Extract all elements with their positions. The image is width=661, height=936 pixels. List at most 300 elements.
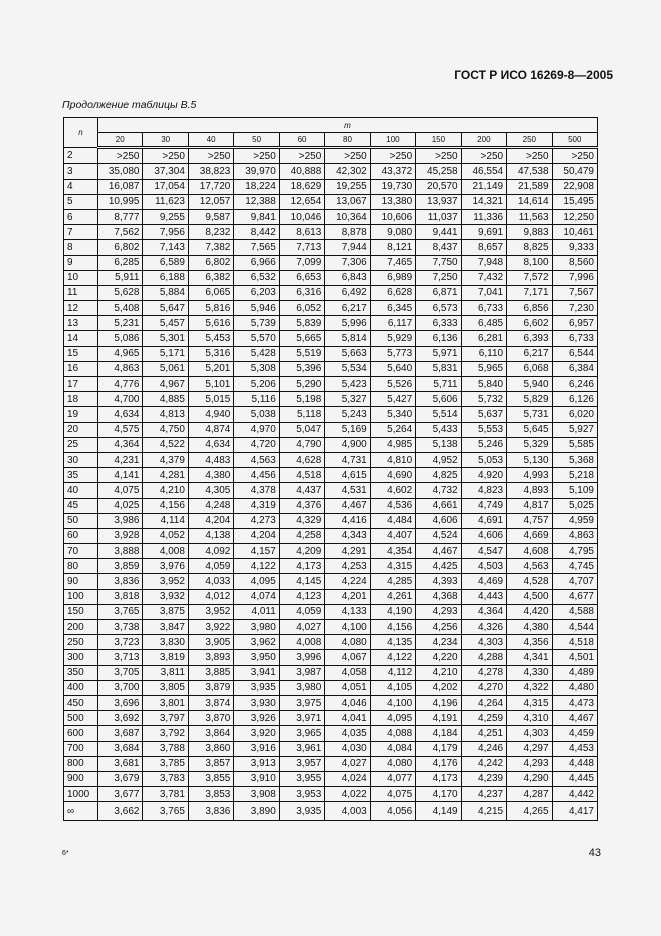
table-cell: 3,785 <box>143 756 188 771</box>
row-label-n: 11 <box>64 285 98 300</box>
table-cell: 4,256 <box>416 620 461 635</box>
table-cell: 3,980 <box>234 620 279 635</box>
row-label-n: 600 <box>64 726 98 741</box>
table-cell: 4,380 <box>188 468 233 483</box>
table-cell: 5,731 <box>507 407 552 422</box>
table-cell: 3,853 <box>188 787 233 802</box>
table-cell: 4,691 <box>461 513 506 528</box>
table-cell: 6,384 <box>552 361 597 376</box>
table-cell: 4,288 <box>461 650 506 665</box>
table-cell: 8,825 <box>507 240 552 255</box>
row-label-n: 90 <box>64 574 98 589</box>
table-cell: >250 <box>188 148 233 164</box>
table-cell: 5,396 <box>279 361 324 376</box>
table-cell: 6,544 <box>552 346 597 361</box>
table-cell: 4,563 <box>507 559 552 574</box>
table-cell: 7,572 <box>507 270 552 285</box>
table-cell: 4,215 <box>461 802 506 821</box>
row-label-n: 7 <box>64 225 98 240</box>
table-cell: 5,138 <box>416 437 461 452</box>
table-row <box>64 316 598 331</box>
table-cell: 4,501 <box>552 650 597 665</box>
table-cell: 5,428 <box>234 346 279 361</box>
table-cell: 42,302 <box>325 164 370 179</box>
table-cell: 3,986 <box>98 513 143 528</box>
table-cell: >250 <box>234 148 279 164</box>
table-cell: 3,713 <box>98 650 143 665</box>
table-cell: 4,368 <box>416 589 461 604</box>
table-cell: 3,696 <box>98 695 143 710</box>
table-cell: 4,035 <box>325 726 370 741</box>
table-row <box>64 680 598 695</box>
table-cell: 4,669 <box>507 528 552 543</box>
table-row <box>64 361 598 376</box>
table-cell: >250 <box>279 148 324 164</box>
table-cell: 18,629 <box>279 179 324 194</box>
table-cell: 3,975 <box>279 695 324 710</box>
table-cell: 5,206 <box>234 377 279 392</box>
table-cell: 4,518 <box>552 635 597 650</box>
table-cell: 5,329 <box>507 437 552 452</box>
table-cell: 3,857 <box>188 756 233 771</box>
table-cell: 4,732 <box>416 483 461 498</box>
column-header-m: 200 <box>461 133 506 148</box>
table-cell: 5,927 <box>552 422 597 437</box>
table-cell: 6,843 <box>325 270 370 285</box>
table-cell: 4,080 <box>370 756 415 771</box>
table-row <box>64 711 598 726</box>
table-cell: 4,959 <box>552 513 597 528</box>
table-cell: 6,532 <box>234 270 279 285</box>
table-cell: 4,690 <box>370 468 415 483</box>
table-cell: 4,138 <box>188 528 233 543</box>
table-cell: 4,967 <box>143 377 188 392</box>
table-cell: 6,217 <box>325 301 370 316</box>
table-cell: 5,606 <box>416 392 461 407</box>
table-cell: 4,326 <box>461 620 506 635</box>
row-label-n: 6 <box>64 209 98 224</box>
table-cell: 4,453 <box>552 741 597 756</box>
table-cell: 4,224 <box>325 574 370 589</box>
table-cell: 3,952 <box>143 574 188 589</box>
row-label-n: 12 <box>64 301 98 316</box>
table-cell: 9,587 <box>188 209 233 224</box>
table-cell: 13,937 <box>416 194 461 209</box>
table-cell: 8,777 <box>98 209 143 224</box>
table-cell: 6,802 <box>98 240 143 255</box>
table-cell: 5,839 <box>279 316 324 331</box>
table-cell: 7,432 <box>461 270 506 285</box>
table-cell: 5,086 <box>98 331 143 346</box>
table-cell: 4,503 <box>461 559 506 574</box>
table-cell: 4,364 <box>461 604 506 619</box>
table-cell: 4,251 <box>461 726 506 741</box>
table-cell: 5,408 <box>98 301 143 316</box>
table-cell: 7,171 <box>507 285 552 300</box>
table-cell: 4,281 <box>143 468 188 483</box>
table-cell: 8,657 <box>461 240 506 255</box>
table-cell: 5,519 <box>279 346 324 361</box>
table-cell: 4,823 <box>461 483 506 498</box>
table-cell: 4,425 <box>416 559 461 574</box>
table-cell: 6,217 <box>507 346 552 361</box>
table-cell: 9,883 <box>507 225 552 240</box>
table-cell: 4,524 <box>416 528 461 543</box>
table-cell: 5,637 <box>461 407 506 422</box>
table-cell: 3,677 <box>98 787 143 802</box>
table-row <box>64 771 598 786</box>
table-cell: 3,987 <box>279 665 324 680</box>
table-cell: 4,027 <box>325 756 370 771</box>
table-cell: 5,514 <box>416 407 461 422</box>
table-cell: 4,563 <box>234 452 279 467</box>
table-cell: 4,056 <box>370 802 415 821</box>
table-cell: 5,340 <box>370 407 415 422</box>
table-cell: 7,250 <box>416 270 461 285</box>
table-body <box>64 148 598 821</box>
table-cell: 4,258 <box>279 528 324 543</box>
table-cell: 4,237 <box>461 787 506 802</box>
table-cell: 6,281 <box>461 331 506 346</box>
table-cell: 37,304 <box>143 164 188 179</box>
table-row <box>64 392 598 407</box>
table-cell: 3,888 <box>98 544 143 559</box>
row-label-n: 5 <box>64 194 98 209</box>
table-row <box>64 240 598 255</box>
table-cell: 4,075 <box>98 483 143 498</box>
table-cell: 4,380 <box>507 620 552 635</box>
table-row <box>64 285 598 300</box>
table-cell: 3,916 <box>234 741 279 756</box>
table-cell: 5,264 <box>370 422 415 437</box>
table-cell: 4,123 <box>279 589 324 604</box>
table-cell: 4,248 <box>188 498 233 513</box>
table-cell: 4,122 <box>234 559 279 574</box>
row-label-n: 450 <box>64 695 98 710</box>
table-cell: 4,239 <box>461 771 506 786</box>
table-cell: 4,354 <box>370 544 415 559</box>
table-cell: 4,278 <box>461 665 506 680</box>
table-cell: 39,970 <box>234 164 279 179</box>
table-cell: 21,589 <box>507 179 552 194</box>
row-label-n: 14 <box>64 331 98 346</box>
table-cell: 4,749 <box>461 498 506 513</box>
table-cell: >250 <box>552 148 597 164</box>
table-cell: 5,025 <box>552 498 597 513</box>
table-cell: 4,058 <box>325 665 370 680</box>
table-cell: 4,467 <box>325 498 370 513</box>
table-cell: 8,437 <box>416 240 461 255</box>
table-cell: 4,246 <box>461 741 506 756</box>
table-cell: 4,297 <box>507 741 552 756</box>
table-cell: 3,801 <box>143 695 188 710</box>
table-cell: 13,380 <box>370 194 415 209</box>
table-cell: 3,700 <box>98 680 143 695</box>
row-label-n: 40 <box>64 483 98 498</box>
document-code: ГОСТ Р ИСО 16269-8—2005 <box>454 68 613 82</box>
table-cell: 5,946 <box>234 301 279 316</box>
table-cell: 12,388 <box>234 194 279 209</box>
table-cell: 9,691 <box>461 225 506 240</box>
table-cell: 4,075 <box>370 787 415 802</box>
table-row <box>64 209 598 224</box>
table-cell: 6,285 <box>98 255 143 270</box>
table-cell: 4,750 <box>143 422 188 437</box>
table-cell: 5,308 <box>234 361 279 376</box>
table-row <box>64 528 598 543</box>
table-cell: 7,750 <box>416 255 461 270</box>
table-cell: 6,203 <box>234 285 279 300</box>
sheet-mark: 6* <box>62 850 69 857</box>
table-cell: 4,157 <box>234 544 279 559</box>
table-cell: 7,562 <box>98 225 143 240</box>
table-cell: 4,145 <box>279 574 324 589</box>
table-cell: 3,679 <box>98 771 143 786</box>
table-cell: 4,092 <box>188 544 233 559</box>
table-cell: 7,956 <box>143 225 188 240</box>
table-cell: 7,948 <box>461 255 506 270</box>
table-cell: 4,608 <box>507 544 552 559</box>
table-cell: 11,336 <box>461 209 506 224</box>
table-cell: 4,356 <box>507 635 552 650</box>
table-cell: >250 <box>98 148 143 164</box>
table-cell: 4,191 <box>416 711 461 726</box>
table-cell: 4,518 <box>279 468 324 483</box>
table-cell: 4,204 <box>234 528 279 543</box>
table-cell: 3,980 <box>279 680 324 695</box>
table-cell: 3,859 <box>98 559 143 574</box>
table-row <box>64 194 598 209</box>
table-cell: 5,101 <box>188 377 233 392</box>
table-cell: 6,333 <box>416 316 461 331</box>
table-cell: 4,920 <box>461 468 506 483</box>
table-cell: 15,495 <box>552 194 597 209</box>
table-cell: 3,860 <box>188 741 233 756</box>
table-cell: 8,560 <box>552 255 597 270</box>
table-cell: 3,905 <box>188 635 233 650</box>
table-cell: 4,575 <box>98 422 143 437</box>
table-cell: 5,198 <box>279 392 324 407</box>
table-cell: 40,888 <box>279 164 324 179</box>
table-cell: 47,538 <box>507 164 552 179</box>
table-cell: 4,364 <box>98 437 143 452</box>
table-row <box>64 377 598 392</box>
table-cell: 4,417 <box>552 802 597 821</box>
table-row <box>64 468 598 483</box>
table-cell: 8,100 <box>507 255 552 270</box>
column-header-m: 60 <box>279 133 324 148</box>
table-cell: 5,053 <box>461 452 506 467</box>
table-cell: 4,985 <box>370 437 415 452</box>
table-cell: 6,126 <box>552 392 597 407</box>
table-cell: 3,920 <box>234 726 279 741</box>
table-row <box>64 802 598 821</box>
table-cell: 4,484 <box>370 513 415 528</box>
table-cell: 5,368 <box>552 452 597 467</box>
column-header-m: 30 <box>143 133 188 148</box>
table-cell: 6,117 <box>370 316 415 331</box>
table-cell: 4,329 <box>279 513 324 528</box>
row-label-n: 45 <box>64 498 98 513</box>
table-cell: 4,885 <box>143 392 188 407</box>
table-cell: 5,732 <box>461 392 506 407</box>
table-cell: 4,100 <box>325 620 370 635</box>
table-cell: 4,893 <box>507 483 552 498</box>
table-cell: 7,944 <box>325 240 370 255</box>
table-cell: 3,870 <box>188 711 233 726</box>
table-cell: 4,634 <box>188 437 233 452</box>
table-cell: 6,989 <box>370 270 415 285</box>
table-cell: 4,141 <box>98 468 143 483</box>
table-cell: 4,201 <box>325 589 370 604</box>
row-label-n: 15 <box>64 346 98 361</box>
table-cell: 4,231 <box>98 452 143 467</box>
table-cell: 3,885 <box>188 665 233 680</box>
critical-values-table <box>63 117 598 821</box>
table-cell: 7,306 <box>325 255 370 270</box>
table-cell: 6,188 <box>143 270 188 285</box>
table-cell: 12,057 <box>188 194 233 209</box>
table-cell: 3,847 <box>143 620 188 635</box>
table-cell: 5,884 <box>143 285 188 300</box>
row-label-n: 800 <box>64 756 98 771</box>
table-cell: 5,423 <box>325 377 370 392</box>
table-cell: 4,265 <box>507 802 552 821</box>
table-cell: 6,733 <box>461 301 506 316</box>
table-cell: 4,059 <box>279 604 324 619</box>
table-row <box>64 620 598 635</box>
table-cell: 3,926 <box>234 711 279 726</box>
table-cell: 4,322 <box>507 680 552 695</box>
table-cell: 3,908 <box>234 787 279 802</box>
table-cell: 5,047 <box>279 422 324 437</box>
table-cell: 4,606 <box>416 513 461 528</box>
table-cell: 6,316 <box>279 285 324 300</box>
table-cell: 3,962 <box>234 635 279 650</box>
row-label-n: 100 <box>64 589 98 604</box>
table-row <box>64 650 598 665</box>
table-cell: 4,253 <box>325 559 370 574</box>
table-cell: 14,321 <box>461 194 506 209</box>
table-cell: 4,209 <box>279 544 324 559</box>
table-cell: 4,220 <box>416 650 461 665</box>
table-cell: 5,316 <box>188 346 233 361</box>
table-cell: 6,065 <box>188 285 233 300</box>
table-cell: 4,795 <box>552 544 597 559</box>
table-cell: 4,210 <box>416 665 461 680</box>
table-row <box>64 422 598 437</box>
table-cell: 5,169 <box>325 422 370 437</box>
table-cell: 4,077 <box>370 771 415 786</box>
row-label-n: 400 <box>64 680 98 695</box>
table-cell: 3,971 <box>279 711 324 726</box>
table-cell: 4,900 <box>325 437 370 452</box>
row-label-n: 500 <box>64 711 98 726</box>
table-cell: 4,242 <box>461 756 506 771</box>
table-cell: 6,485 <box>461 316 506 331</box>
table-cell: 4,074 <box>234 589 279 604</box>
table-cell: 4,303 <box>507 726 552 741</box>
column-header-m: 250 <box>507 133 552 148</box>
table-cell: 4,133 <box>325 604 370 619</box>
table-cell: 4,261 <box>370 589 415 604</box>
table-cell: 4,303 <box>461 635 506 650</box>
table-cell: 4,041 <box>325 711 370 726</box>
table-cell: 4,731 <box>325 452 370 467</box>
table-cell: 10,606 <box>370 209 415 224</box>
table-row <box>64 635 598 650</box>
table-cell: 4,095 <box>234 574 279 589</box>
table-cell: 4,156 <box>143 498 188 513</box>
table-cell: 9,255 <box>143 209 188 224</box>
table-cell: 50,479 <box>552 164 597 179</box>
table-cell: 3,941 <box>234 665 279 680</box>
table-cell: 3,855 <box>188 771 233 786</box>
table-cell: 4,067 <box>325 650 370 665</box>
table-cell: >250 <box>507 148 552 164</box>
table-cell: 4,100 <box>370 695 415 710</box>
table-cell: 3,953 <box>279 787 324 802</box>
table-row <box>64 437 598 452</box>
table-cell: 4,027 <box>279 620 324 635</box>
table-cell: 3,996 <box>279 650 324 665</box>
table-cell: 5,663 <box>325 346 370 361</box>
row-label-n: 80 <box>64 559 98 574</box>
table-cell: 5,109 <box>552 483 597 498</box>
table-cell: 4,190 <box>370 604 415 619</box>
table-cell: 4,285 <box>370 574 415 589</box>
table-row <box>64 270 598 285</box>
table-cell: 5,816 <box>188 301 233 316</box>
row-label-n: 20 <box>64 422 98 437</box>
row-header-n: n <box>64 118 98 148</box>
table-cell: 4,080 <box>325 635 370 650</box>
table-cell: 4,084 <box>370 741 415 756</box>
table-cell: 17,720 <box>188 179 233 194</box>
table-row <box>64 346 598 361</box>
table-cell: 4,234 <box>416 635 461 650</box>
table-cell: 4,993 <box>507 468 552 483</box>
table-cell: 4,757 <box>507 513 552 528</box>
table-cell: 5,327 <box>325 392 370 407</box>
table-cell: 5,218 <box>552 468 597 483</box>
column-header-m: 40 <box>188 133 233 148</box>
table-cell: 5,831 <box>416 361 461 376</box>
table-cell: 5,526 <box>370 377 415 392</box>
table-cell: 6,871 <box>416 285 461 300</box>
table-cell: 5,665 <box>279 331 324 346</box>
table-cell: 4,528 <box>507 574 552 589</box>
table-cell: 11,037 <box>416 209 461 224</box>
table-cell: 10,046 <box>279 209 324 224</box>
table-cell: 4,606 <box>461 528 506 543</box>
table-cell: 35,080 <box>98 164 143 179</box>
table-cell: 5,616 <box>188 316 233 331</box>
table-cell: 4,315 <box>370 559 415 574</box>
table-cell: 4,443 <box>461 589 506 604</box>
table-cell: 4,547 <box>461 544 506 559</box>
table-cell: 4,204 <box>188 513 233 528</box>
table-cell: 43,372 <box>370 164 415 179</box>
table-cell: 4,095 <box>370 711 415 726</box>
table-cell: 4,376 <box>279 498 324 513</box>
table-cell: 4,173 <box>416 771 461 786</box>
row-label-n: 13 <box>64 316 98 331</box>
table-cell: 5,929 <box>370 331 415 346</box>
table-cell: 4,661 <box>416 498 461 513</box>
table-cell: 7,382 <box>188 240 233 255</box>
table-cell: 4,677 <box>552 589 597 604</box>
